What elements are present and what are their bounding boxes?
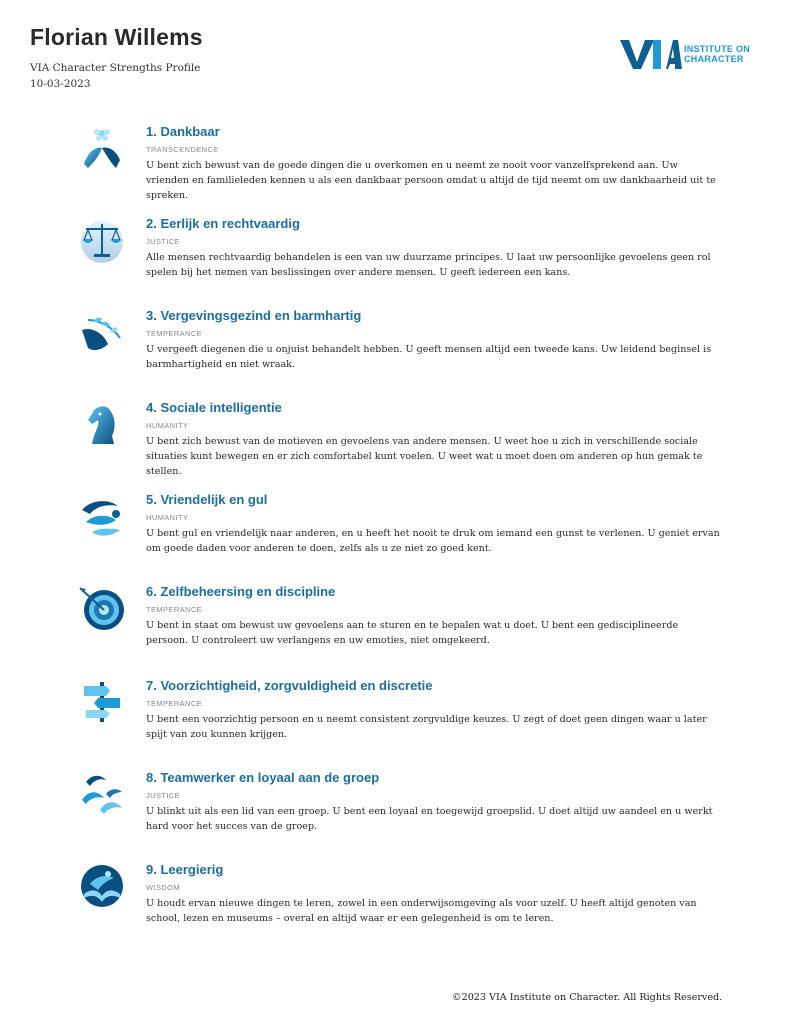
- scales-icon: [78, 216, 126, 264]
- strength-item: [78, 584, 728, 674]
- strength-virtue: JUSTICE: [146, 237, 181, 246]
- strength-virtue: TEMPERANCE: [146, 605, 203, 614]
- strength-title: 8. Teamwerker en loyaal aan de groep: [146, 770, 380, 785]
- strength-description: U bent zich bewust van de goede dingen die u overkomen en u neemt ze nooit voor vanzelfsprekend aan. Uw vrienden en familieleden kennen u als een dankbaar persoon omdat u altijd de tijd neemt om uw dankbaarheid uit te spreken.: [146, 160, 716, 201]
- strength-title: 7. Voorzichtigheid, zorgvuldigheid en discretie: [146, 678, 433, 693]
- strength-virtue: TEMPERANCE: [146, 699, 203, 708]
- strength-title: 3. Vergevingsgezind en barmhartig: [146, 308, 362, 323]
- strength-item: [78, 216, 728, 306]
- strength-virtue: HUMANITY: [146, 513, 189, 522]
- strength-virtue: HUMANITY: [146, 421, 189, 430]
- giving-hands-icon: [78, 492, 126, 540]
- report-date: 10-03-2023: [30, 78, 91, 90]
- strength-item: [78, 492, 728, 582]
- strength-title: 1. Dankbaar: [146, 124, 220, 139]
- strength-title: 9. Leergierig: [146, 862, 224, 877]
- strength-description: U bent in staat om bewust uw gevoelens aan te sturen en te bepalen wat u doet. U bent een gedisciplineerde persoon. U controleert uw verlangens en uw emoties, niet omgekeerd.: [146, 620, 679, 646]
- signpost-icon: [78, 678, 126, 726]
- birds-flock-icon: [78, 770, 126, 818]
- strength-item: [78, 862, 728, 952]
- strength-item: [78, 678, 728, 768]
- strength-virtue: JUSTICE: [146, 791, 181, 800]
- open-book-icon: [78, 862, 126, 910]
- hand-olive-branch-icon: [78, 308, 126, 356]
- logo-line-2: CHARACTER: [684, 54, 744, 64]
- via-logo: [620, 37, 770, 71]
- strength-title: 2. Eerlijk en rechtvaardig: [146, 216, 300, 231]
- strength-description: U bent een voorzichtig persoon en u neemt consistent zorgvuldige keuzes. U zegt of doet geen dingen waar u later spijt van zou kunnen krijgen.: [146, 714, 707, 740]
- strength-description: U blinkt uit als een lid van een groep. U bent een loyaal en toegewijd groepslid. U doet altijd uw aandeel en u werkt hard voor het succes van de groep.: [146, 806, 713, 832]
- strength-description: Alle mensen rechtvaardig behandelen is een van uw duurzame principes. U laat uw persoonlijke gevoelens geen rol spelen bij het nemen van beslissingen over andere mensen. U geeft iedereen een kans.: [146, 252, 711, 278]
- strength-item: [78, 308, 728, 398]
- copyright-notice: ©2023 VIA Institute on Character. All Rights Reserved.: [452, 992, 723, 1003]
- strength-description: U houdt ervan nieuwe dingen te leren, zowel in een onderwijsomgeving als voor uzelf. U heeft altijd genoten van school, lezen en museums – overal en altijd waar er een gelegenheid is om te leren.: [146, 898, 697, 924]
- strength-item: [78, 400, 728, 490]
- profile-name: Florian Willems: [30, 24, 203, 50]
- strength-title: 5. Vriendelijk en gul: [146, 492, 268, 507]
- chess-knight-icon: [78, 400, 126, 448]
- strength-item: [78, 770, 728, 860]
- strength-description: U bent zich bewust van de motieven en gevoelens van andere mensen. U weet hoe u zich in verschillende sociale situaties kunt bewegen en er zich comfortabel kunt voelen. U weet wat u moet doen om anderen op hun gemak te stellen.: [146, 436, 703, 477]
- strength-title: 4. Sociale intelligentie: [146, 400, 282, 415]
- report-subtitle: VIA Character Strengths Profile: [30, 62, 201, 74]
- strength-title: 6. Zelfbeheersing en discipline: [146, 584, 336, 599]
- strength-virtue: TRANSCENDENCE: [146, 145, 219, 154]
- target-arrow-icon: [78, 584, 126, 632]
- strength-item: [78, 124, 728, 214]
- strength-virtue: WISDOM: [146, 883, 181, 892]
- strength-description: U vergeeft diegenen die u onjuist behandelt hebben. U geeft mensen altijd een tweede kans. Uw leidend beginsel is barmhartigheid en niet wraak.: [146, 344, 712, 370]
- strength-description: U bent gul en vriendelijk naar anderen, en u heeft het nooit te druk om iemand een gunst te verlenen. U geniet ervan om goede daden voor anderen te doen, zelfs als u ze niet zo goed kent.: [146, 528, 720, 554]
- strength-virtue: TEMPERANCE: [146, 329, 203, 338]
- via-logo-mark-icon: [620, 38, 682, 70]
- logo-wordmark: [684, 44, 750, 64]
- logo-line-1: INSTITUTE ON: [684, 44, 751, 54]
- gratitude-hands-flower-icon: [78, 124, 126, 172]
